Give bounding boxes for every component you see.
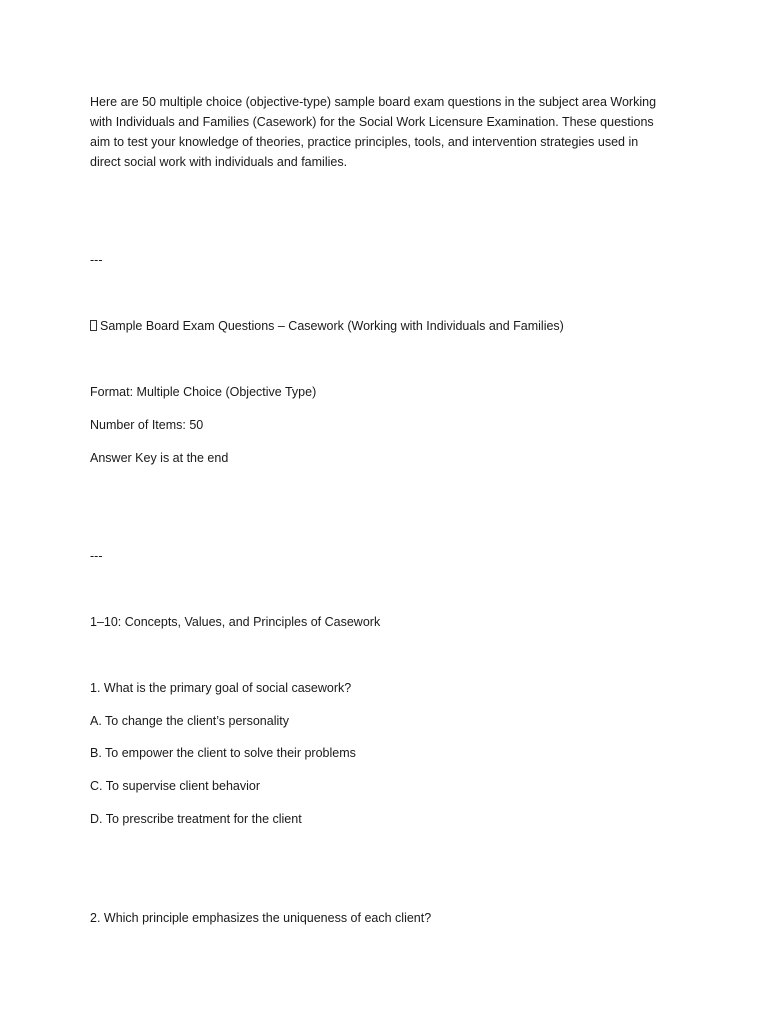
intro-paragraph [90,92,680,172]
intro-line: with Individuals and Families (Casework) for the Social Work Licensure Examination. These questions [90,115,654,129]
answer-option: B. To empower the client to solve their problems [90,746,356,760]
answer-key-note: Answer Key is at the end [90,451,229,465]
missing-glyph-icon [90,320,97,331]
number-of-items-line: Number of Items: 50 [90,418,204,432]
section-title [90,316,564,336]
part-heading: 1–10: Concepts, Values, and Principles of Casework [90,615,381,629]
question-text: 2. Which principle emphasizes the uniqueness of each client? [90,911,432,925]
intro-line: Here are 50 multiple choice (objective-type) sample board exam questions in the subject area Working [90,95,657,109]
separator: --- [90,253,103,267]
answer-option: C. To supervise client behavior [90,779,260,793]
separator: --- [90,549,103,563]
question-text: 1. What is the primary goal of social casework? [90,681,352,695]
format-line: Format: Multiple Choice (Objective Type) [90,385,317,399]
intro-line: aim to test your knowledge of theories, practice principles, tools, and intervention strategies used in [90,135,639,149]
answer-option: D. To prescribe treatment for the client [90,812,302,826]
answer-option: A. To change the client’s personality [90,714,289,728]
section-title-text: Sample Board Exam Questions – Casework (Working with Individuals and Families) [100,319,564,333]
intro-line: direct social work with individuals and families. [90,155,348,169]
